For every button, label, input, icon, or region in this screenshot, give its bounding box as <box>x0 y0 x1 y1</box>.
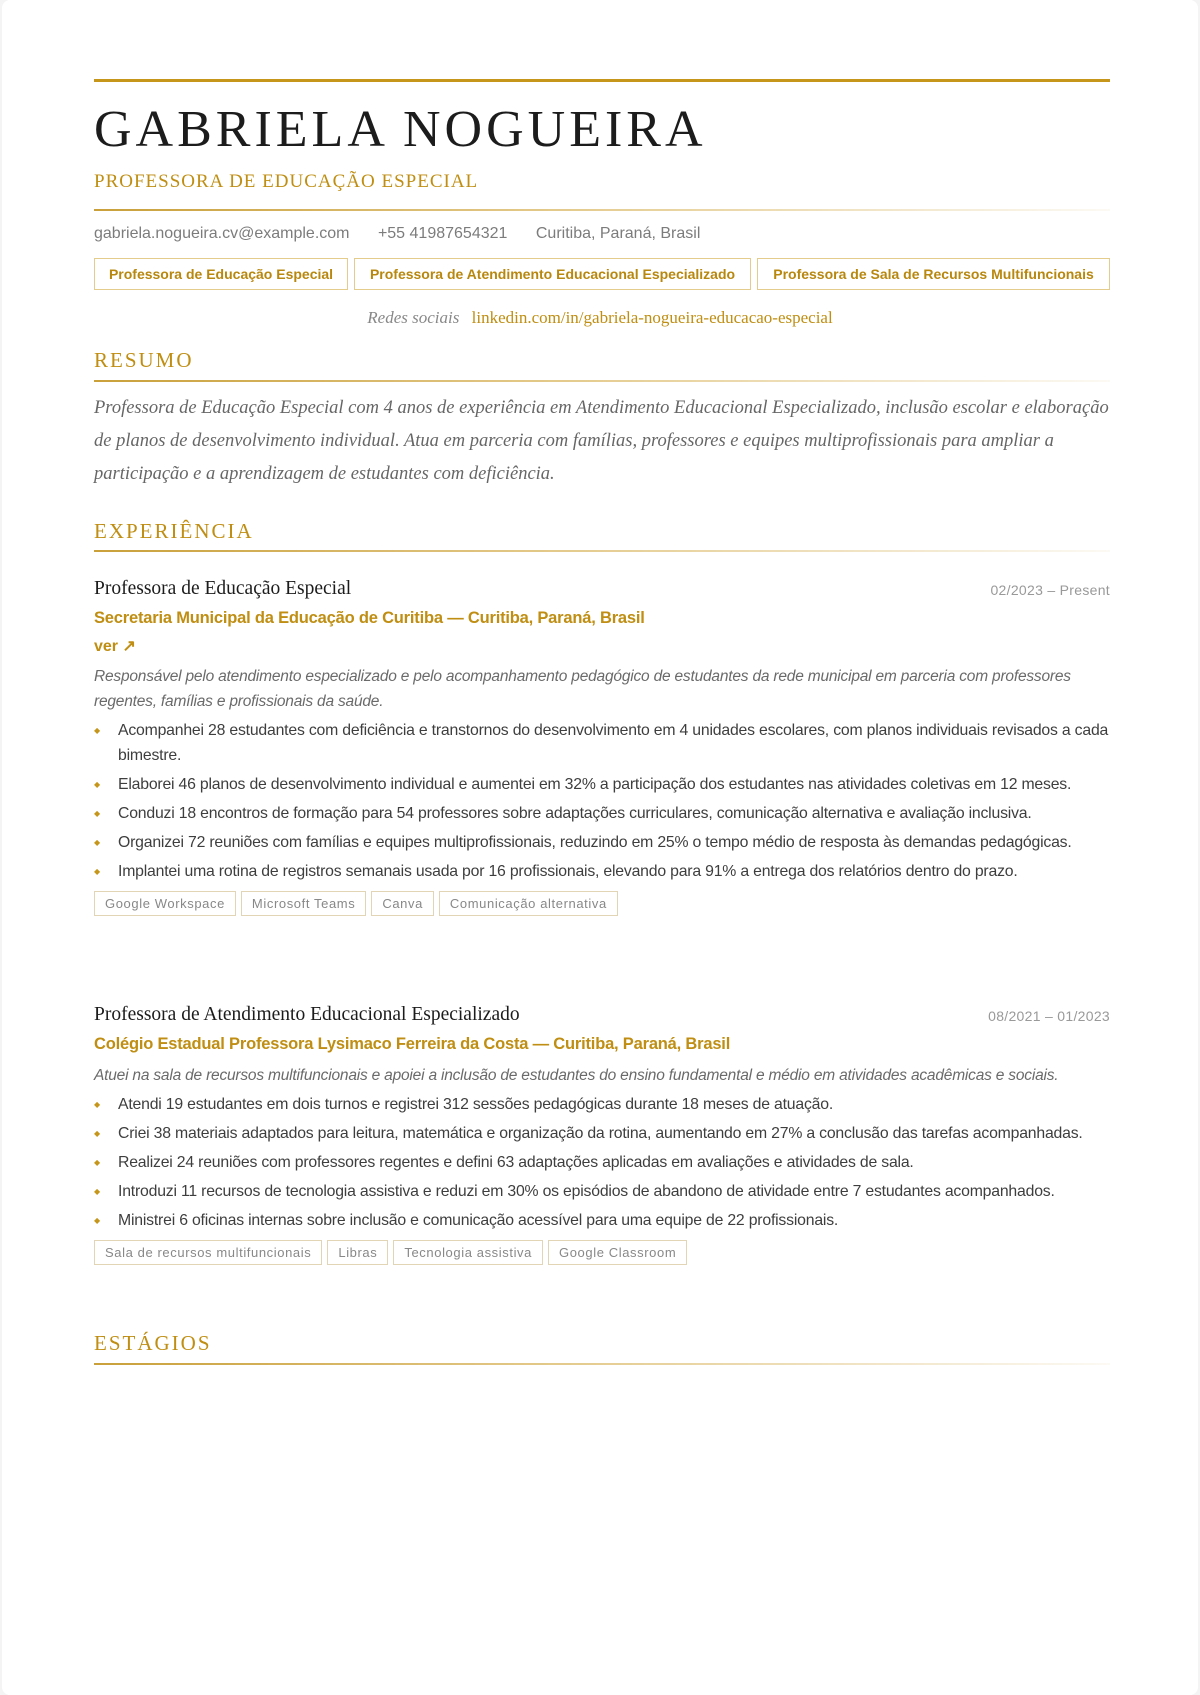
job-date: 08/2021 – 01/2023 <box>988 1008 1110 1024</box>
skill-tag: Microsoft Teams <box>241 891 366 916</box>
section-divider <box>94 380 1110 382</box>
contact-phone[interactable]: +55 41987654321 <box>377 225 508 242</box>
contact-email[interactable]: gabriela.nogueira.cv@example.com <box>94 225 350 242</box>
list-item: ◆ Implantei uma rotina de registros semanais usada por 16 profissionais, elevando para 91% a entrega dos relatórios dentro do prazo. <box>94 859 1110 884</box>
linkedin-link[interactable]: linkedin.com/in/gabriela-nogueira-educacao-especial <box>471 308 833 327</box>
list-item: ◆ Acompanhei 28 estudantes com deficiência e transtornos do desenvolvimento em 4 unidades escolares, com planos individuais revisados a cada bimestre. <box>94 718 1110 768</box>
skill-tags <box>94 891 1110 916</box>
title-tag: Professora de Atendimento Educacional Especializado <box>354 258 751 290</box>
job-link[interactable]: ver ↗ <box>94 638 136 655</box>
section-title-experience: EXPERIÊNCIA <box>94 519 254 543</box>
skill-tag: Sala de recursos multifuncionais <box>94 1240 322 1265</box>
summary-text: Professora de Educação Especial com 4 anos de experiência em Atendimento Educacional Especializado, inclusão escolar e elaboração de planos de desenvolvimento individual. Atua em parceria com famílias, professores e equipes multiprofissionais para ampliar a participação e a aprendizagem de estudantes com deficiência. <box>94 398 1109 484</box>
job-description: Atuei na sala de recursos multifuncionais e apoiei a inclusão de estudantes do ensino fundamental e médio em atividades acadêmicas e sociais. <box>94 1067 1059 1084</box>
skill-tags <box>94 1240 1110 1265</box>
resume-page <box>2 0 1198 1695</box>
skill-tag: Comunicação alternativa <box>439 891 618 916</box>
candidate-role: PROFESSORA DE EDUCAÇÃO ESPECIAL <box>94 171 479 192</box>
job-date: 02/2023 – Present <box>990 582 1110 598</box>
skill-tag: Google Workspace <box>94 891 236 916</box>
job-description: Responsável pelo atendimento especializado e pelo acompanhamento pedagógico de estudantes da rede municipal em parceria com professores regentes, famílias e profissionais da saúde. <box>94 668 1071 710</box>
section-divider <box>94 550 1110 552</box>
list-item: ◆ Atendi 19 estudantes em dois turnos e registrei 312 sessões pedagógicas durante 18 meses de atuação. <box>94 1092 1110 1117</box>
experience-entry <box>94 578 1110 916</box>
contact-location: Curitiba, Paraná, Brasil <box>535 225 701 242</box>
candidate-name: GABRIELA NOGUEIRA <box>94 101 707 158</box>
section-title-internships: ESTÁGIOS <box>94 1331 212 1355</box>
skill-tag: Canva <box>371 891 434 916</box>
job-company: Colégio Estadual Professora Lysimaco Ferreira da Costa — Curitiba, Paraná, Brasil <box>94 1035 731 1053</box>
skill-tag: Tecnologia assistiva <box>393 1240 543 1265</box>
social-links <box>2 308 1198 328</box>
job-title: Professora de Educação Especial <box>94 578 352 599</box>
skill-tag: Libras <box>327 1240 388 1265</box>
list-item: ◆ Introduzi 11 recursos de tecnologia assistiva e reduzi em 30% os episódios de abandono de atividade entre 7 estudantes acompanhados. <box>94 1179 1110 1204</box>
experience-entry <box>94 1004 1110 1265</box>
list-item: ◆ Conduzi 18 encontros de formação para 54 professores sobre adaptações curriculares, comunicação alternativa e avaliação inclusiva. <box>94 801 1110 826</box>
job-company: Secretaria Municipal da Educação de Curitiba — Curitiba, Paraná, Brasil <box>94 609 645 627</box>
social-label: Redes sociais <box>367 308 460 327</box>
title-tag: Professora de Educação Especial <box>94 258 348 290</box>
title-tag: Professora de Sala de Recursos Multifuncionais <box>757 258 1110 290</box>
list-item: ◆ Realizei 24 reuniões com professores regentes e defini 63 adaptações aplicadas em avaliações e atividades de sala. <box>94 1150 1110 1175</box>
list-item: ◆ Criei 38 materiais adaptados para leitura, matemática e organização da rotina, aumentando em 27% a conclusão das tarefas acompanhadas. <box>94 1121 1110 1146</box>
job-bullets <box>94 1092 1110 1233</box>
job-bullets <box>94 718 1110 884</box>
section-divider <box>94 1363 1110 1365</box>
title-tags <box>94 258 1110 290</box>
section-title-summary: RESUMO <box>94 348 194 372</box>
top-accent-bar <box>94 79 1110 82</box>
job-title: Professora de Atendimento Educacional Especializado <box>94 1004 520 1025</box>
contact-info <box>94 225 724 243</box>
list-item: ◆ Elaborei 46 planos de desenvolvimento individual e aumentei em 32% a participação dos estudantes nas atividades coletivas em 12 meses. <box>94 772 1110 797</box>
skill-tag: Google Classroom <box>548 1240 687 1265</box>
header-divider <box>94 209 1110 211</box>
list-item: ◆ Organizei 72 reuniões com famílias e equipes multiprofissionais, reduzindo em 25% o tempo médio de resposta às demandas pedagógicas. <box>94 830 1110 855</box>
list-item: ◆ Ministrei 6 oficinas internas sobre inclusão e comunicação acessível para uma equipe de 22 profissionais. <box>94 1208 1110 1233</box>
